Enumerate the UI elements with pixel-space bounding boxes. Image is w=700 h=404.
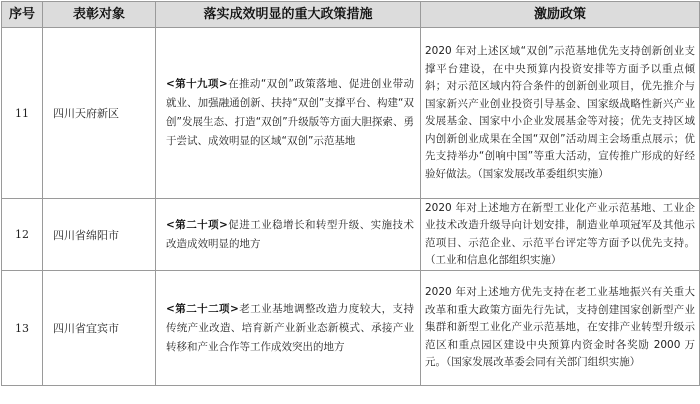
row-commended-target: 四川天府新区 <box>43 28 156 199</box>
policy-table <box>1 1 700 386</box>
table-header-row <box>2 2 700 28</box>
row-policy-measure <box>156 199 421 271</box>
measure-text: 促进工业稳增长和转型升级、实施技术改造成效明显的地方 <box>166 218 414 250</box>
row-incentive-policy: 2020 年对上述地方优先支持在老工业基地振兴有关重大改革和重大政策方面先行先试，支持创建国家创新型产业集群和新型工业化产业示范基地，在安排产业转型升级示范区和重点园区建设中央预算内资金时各奖励 2000 万元。（国家发展改革委会同有关部门组织实施） <box>421 271 700 386</box>
row-commended-target: 四川省绵阳市 <box>43 199 156 271</box>
table-row <box>2 199 700 271</box>
table-row <box>2 28 700 199</box>
header-policy-measures: 落实成效明显的重大政策措施 <box>156 2 421 28</box>
table-row <box>2 271 700 386</box>
row-policy-measure <box>156 271 421 386</box>
measure-item-label: <第十九项> <box>166 78 228 90</box>
row-commended-target: 四川省宜宾市 <box>43 271 156 386</box>
row-serial-number: 11 <box>2 28 43 199</box>
row-incentive-policy: 2020 年对上述区域“双创”示范基地优先支持创新创业支撑平台建设，在中央预算内投资安排等方面予以重点倾斜；对示范区域内符合条件的创新创业项目，优先推介与国家新兴产业创业投资引导基金、国家级战略性新兴产业发展基金、国家中小企业发展基金等对接；优先支持区域内创新创业成果在全国“双创”活动周主会场重点展示；优先支持举办“创响中国”等重大活动，宣传推广形成的好经验好做法。（国家发展改革委组织实施） <box>421 28 700 199</box>
row-policy-measure <box>156 28 421 199</box>
row-serial-number: 12 <box>2 199 43 271</box>
header-commended-target: 表彰对象 <box>43 2 156 28</box>
measure-text: 老工业基地调整改造力度较大，支持传统产业改造、培育新产业新业态新模式、承接产业转移和产业合作等工作成效突出的地方 <box>166 302 414 353</box>
measure-item-label: <第二十项> <box>166 218 228 231</box>
measure-text: 在推动“双创”政策落地、促进创业带动就业、加强融通创新、扶持“双创”支撑平台、构建“双创”发展生态、打造“双创”升级版等方面大胆探索、勇于尝试、成效明显的区域“双创”示范基地 <box>166 78 414 147</box>
header-serial-number: 序号 <box>2 2 43 28</box>
row-incentive-policy: 2020 年对上述地方在新型工业化产业示范基地、工业企业技术改造升级导向计划安排，制造业单项冠军及其他示范项目、示范企业、示范平台评定等方面予以优先支持。（工业和信息化部组织实施） <box>421 199 700 271</box>
measure-item-label: <第二十二项> <box>166 302 239 315</box>
header-incentive-policy: 激励政策 <box>421 2 700 28</box>
row-serial-number: 13 <box>2 271 43 386</box>
